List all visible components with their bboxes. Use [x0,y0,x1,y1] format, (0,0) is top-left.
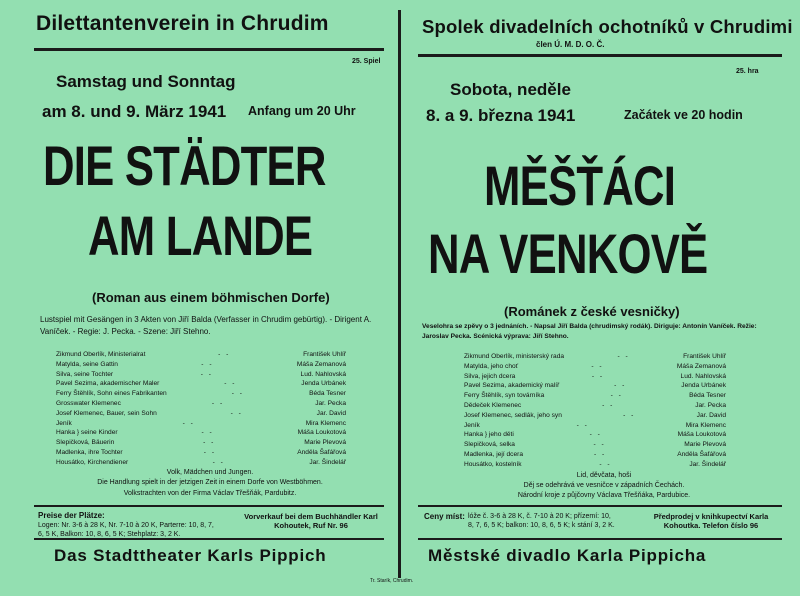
leader-dots: - - [591,362,604,370]
cast-role: Ferry Štěhlík, Sohn eines Fabrikanten [56,390,167,398]
printer-imprint: Tr. Starík, Chrudim. [370,578,414,584]
mid-rule [34,505,384,507]
cast-role: Hanka } seine Kinder [56,429,118,437]
prices-list: lóže č. 3-6 à 28 K, č. 7-10 à 20 K; přízemí: 10, 8, 7, 6, 5 K; balkon: 10, 8, 6, 5 K; k stání 3, 2 K. [468,513,615,529]
cast-actor: Jenda Urbánek [301,380,346,388]
cast-row [464,381,726,391]
costumes-note: Volkstrachten von der Firma Václav Třešňák, Pardubitz. [123,490,297,497]
cast-role: Josef Klemenec, sedlák, jeho syn [464,411,562,419]
cast-row [464,391,726,401]
cast-role: Silva, jejich dcera [464,372,516,380]
leader-dots: - - [593,441,606,449]
performance-days: Sobota, neděle [450,80,571,99]
cast-row [464,411,726,421]
cast-row [464,440,726,450]
play-title-line1: DIE STÄDTER [43,134,326,197]
cast-row [464,450,726,460]
cast-list [464,352,726,470]
top-rule [34,48,384,51]
cast-role: Pavel Sezima, akademický malíř [464,382,560,390]
cast-actor: Jar. David [696,411,726,419]
cast-actor: Jar. Pecka [695,401,726,409]
production-credits: Veselohra se zpěvy o 3 jednáních. - Napsal Jiří Balda (chrudimský rodák). Diriguje: Antonín Vaníček. Režie: Jaroslav Pecka. Scénická výprava: Jiří Stehno. [422,323,757,340]
leader-dots: - - [591,372,605,380]
cast-actor: Lud. Nahlovská [300,370,346,378]
cast-row [56,350,346,360]
leader-dots: - - [602,401,615,409]
leader-dots: - - [576,421,589,429]
leader-dots: - - [203,439,216,447]
leader-dots: - - [623,411,636,419]
production-credits: Lustspiel mit Gesängen in 3 Akten von Jiří Balda (Verfasser in Chrudim gebürtig). - Dirigent A. Vaníček. - Regie: J. Pecka. - Szene: Jiří Stehno. [40,315,372,336]
cast-actor: Mira Klemenc [305,419,346,427]
play-title-line1: MĚŠŤÁCI [484,154,676,217]
leader-dots: - - [224,380,237,388]
cast-role: Jeník [56,419,72,427]
cast-role: Matylda, jeho choť [464,362,519,370]
performance-days: Samstag und Sonntag [56,72,236,91]
prices-list: Logen: Nr. 3-6 à 28 K, Nr. 7-10 à 20 K, Parterre: 10, 8, 7, 6, 5 K, Balkon: 10, 8, 6, 5 K; Stehplatz: 3, 2 K. [38,522,214,538]
play-subtitle: (Románek z české vesničky) [504,304,680,319]
performance-number: 25. Spiel [352,58,381,65]
cast-actor: Máša Loukotová [677,431,726,439]
cast-role: Pavel Sezima, akademischer Maler [56,380,160,388]
cast-actor: Jenda Urbánek [681,382,726,390]
cast-role: Hanka } jeho děti [464,431,514,439]
cast-actor: Marie Plevová [684,441,726,449]
cast-row [56,379,346,389]
cast-actor: Jar. Šindelář [689,460,726,468]
leader-dots: - - [594,450,607,458]
cast-role: Ferry Štěhlík, syn továrníka [464,392,545,400]
cast-row [56,370,346,380]
leader-dots: - - [200,370,213,378]
cast-actor: Máša Zemanová [296,360,346,368]
cast-row [56,389,346,399]
mid-rule [418,505,782,507]
cast-role: Grosswater Klemenec [56,399,121,407]
extras: Volk, Mädchen und Jungen. [166,469,254,476]
cast-row [56,419,346,429]
advance-sale: Vorverkauf bei dem Buchhändler Karl Kohoutek, Ruf Nr. 96 [244,512,378,530]
performance-number: 25. hra [736,68,759,75]
cast-role: Slepičková, Bäuerin [56,439,115,447]
setting-note: Děj se odehrává ve vesničce v západních Čechách. [523,482,685,489]
cast-actor: Anděla Šafářová [297,448,346,456]
cast-actor: Marie Plevová [304,439,346,447]
play-subtitle: (Roman aus einem böhmischen Dorfe) [92,290,330,305]
cast-list [56,350,346,468]
cast-actor: Béda Tesner [689,392,726,400]
cast-role: Slepičková, selka [464,441,515,449]
leader-dots: - - [203,448,217,456]
leader-dots: - - [201,360,214,368]
cast-row [56,360,346,370]
cast-actor: Mira Klemenc [685,421,726,429]
cast-row [56,409,346,419]
extras: Lid, děvčata, hoši [576,472,632,479]
cast-role: Madlenka, její dcera [464,450,524,458]
cast-actor: Béda Tesner [309,390,346,398]
cast-actor: Anděla Šafářová [677,450,726,458]
cast-actor: František Uhlíř [683,353,726,360]
cast-role: Housátko, kostelník [464,460,522,468]
czech-column [400,0,800,596]
cast-row [464,421,726,431]
leader-dots: - - [617,353,630,360]
bottom-rule [34,538,384,540]
cast-actor: Lud. Nahlovská [680,372,726,380]
cast-row [56,399,346,409]
leader-dots: - - [231,390,244,398]
cast-role: Madlenka, ihre Tochter [56,448,123,456]
prices-label: Ceny míst: [424,512,465,521]
advance-sale: Předprodej v knihkupectví Karla Kohoutka. Telefon číslo 96 [653,512,769,530]
performance-date: 8. a 9. března 1941 [426,106,576,125]
cast-role: Matylda, seine Gattin [56,360,118,368]
start-time: Začátek ve 20 hodin [624,108,743,122]
leader-dots: - - [610,392,623,400]
leader-dots: - - [218,351,231,358]
society-name: Spolek divadelních ochotníků v Chrudimi [422,16,793,37]
cast-row [464,430,726,440]
cast-row [56,428,346,438]
cast-row [464,352,726,362]
theatre-name: Das Stadttheater Karls Pippich [54,546,327,565]
theatre-name: Městské divadlo Karla Pippicha [428,546,707,565]
cast-role: Josef Klemenec, Bauer, sein Sohn [56,409,157,417]
bottom-rule [418,538,782,540]
cast-actor: Jar. Pecka [315,399,346,407]
leader-dots: - - [614,382,627,390]
cast-row [56,448,346,458]
cast-row [464,401,726,411]
performance-date: am 8. und 9. März 1941 [42,102,227,121]
cast-row [464,372,726,382]
leader-dots: - - [212,458,225,466]
leader-dots: - - [201,429,214,437]
cast-actor: Máša Loukotová [297,429,346,437]
leader-dots: - - [589,431,602,439]
cast-row [464,362,726,372]
start-time: Anfang um 20 Uhr [248,104,356,118]
top-rule [418,54,782,57]
cast-actor: František Uhlíř [303,351,346,358]
leader-dots: - - [182,419,195,427]
membership-note: člen Ú. M. D. O. Č. [536,40,605,49]
cast-role: Zikmund Oberlík, Ministerialrat [56,351,146,358]
cast-role: Dědeček Klemenec [464,401,522,409]
play-title-line2: NA VENKOVĚ [428,222,708,285]
cast-role: Jeník [464,421,480,429]
cast-actor: Jar. Šindelář [309,458,346,466]
cast-actor: Jar. David [316,409,346,417]
prices-label: Preise der Plätze: [38,511,105,520]
leader-dots: - - [599,460,612,468]
society-name: Dilettantenverein in Chrudim [36,12,329,35]
cast-row [464,460,726,470]
cast-row [56,458,346,468]
leader-dots: - - [211,399,225,407]
play-title-line2: AM LANDE [88,204,313,267]
cast-role: Housátko, Kirchendiener [56,458,129,466]
leader-dots: - - [230,409,243,417]
cast-actor: Máša Zemanová [676,362,726,370]
cast-role: Zikmund Oberlík, ministerský rada [464,353,565,360]
cast-role: Silva, seine Tochter [56,370,114,378]
cast-row [56,438,346,448]
costumes-note: Národní kroje z půjčovny Václava Třešňáka, Pardubice. [517,492,691,499]
setting-note: Die Handlung spielt in der jetzigen Zeit in einem Dorfe von Westböhmen. [97,479,323,486]
